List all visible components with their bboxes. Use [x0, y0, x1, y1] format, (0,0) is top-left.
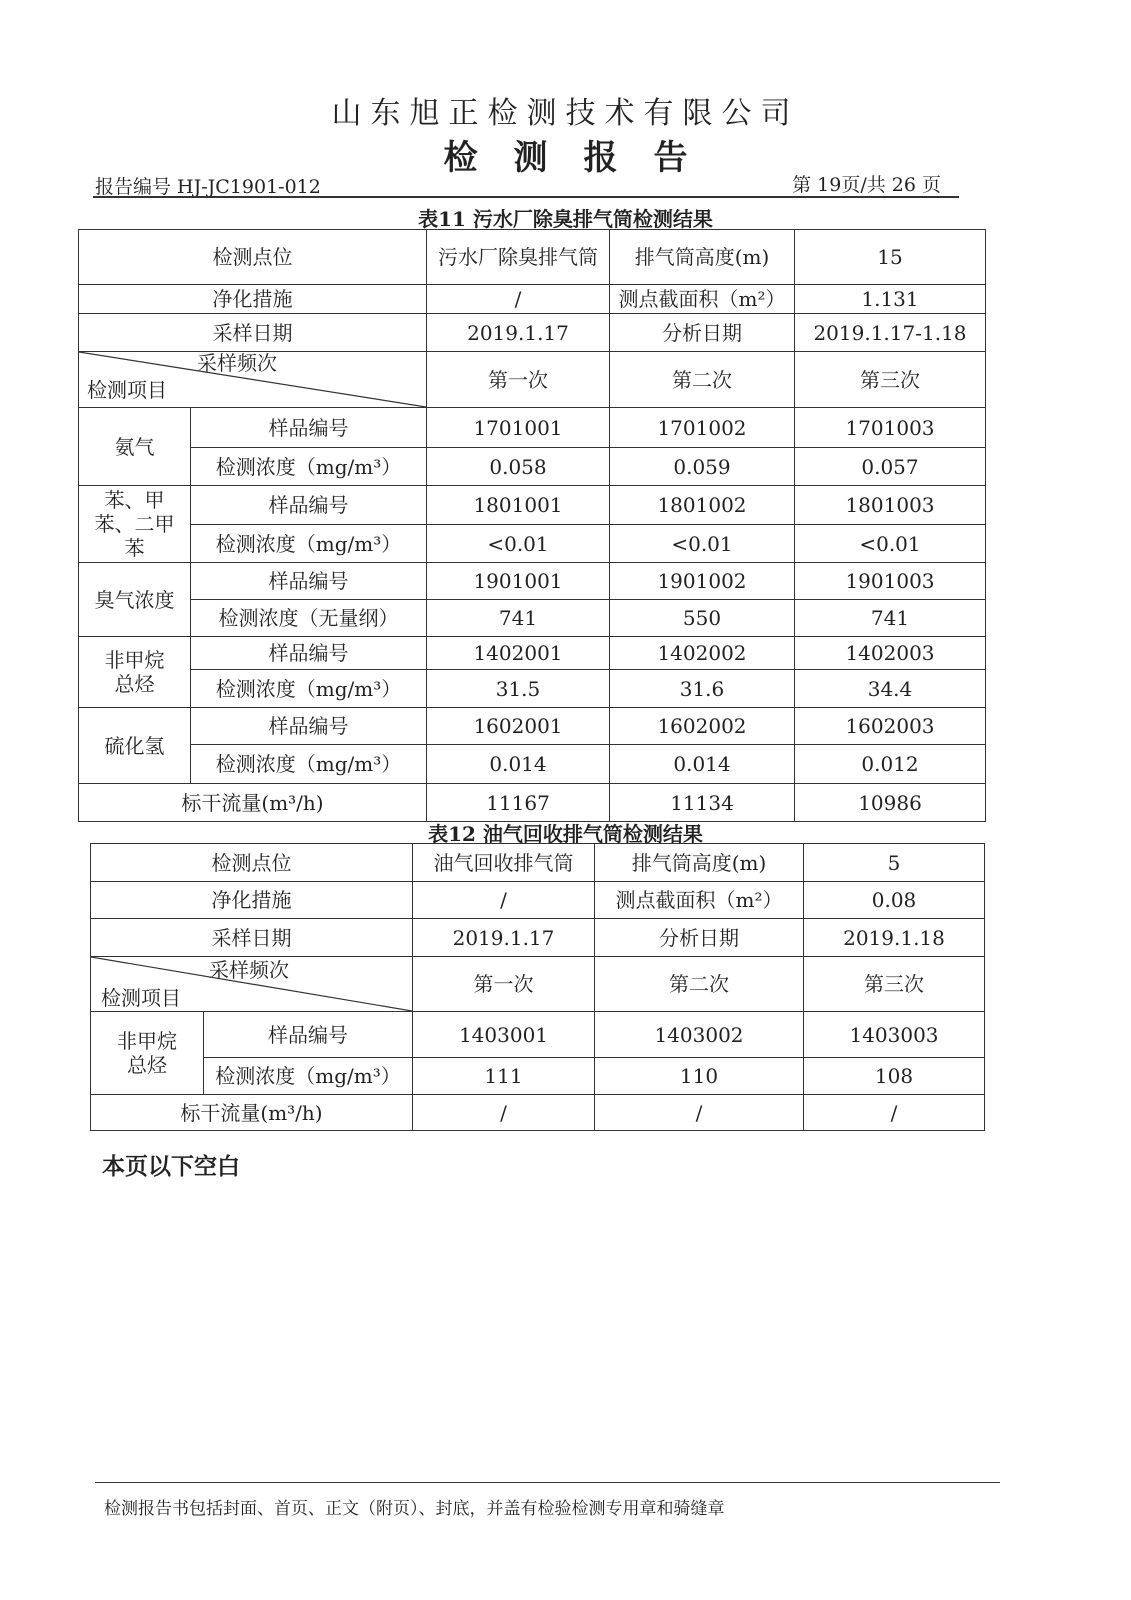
header-rule	[93, 196, 959, 198]
sample-date-value: 2019.1.17	[413, 919, 595, 957]
point-label: 检测点位	[79, 230, 427, 285]
cell: 1403003	[804, 1012, 985, 1058]
flow-value: /	[804, 1095, 985, 1131]
table12-caption: 表12 油气回收排气筒检测结果	[428, 822, 703, 846]
flow-label: 标干流量(m³/h)	[79, 784, 427, 822]
cell: 1402001	[427, 637, 610, 670]
cell: 110	[595, 1058, 804, 1095]
run-1: 第一次	[413, 957, 595, 1012]
row-label: 样品编号	[204, 1012, 413, 1058]
row-label: 样品编号	[191, 408, 427, 448]
cell: 550	[610, 600, 795, 637]
cell: <0.01	[610, 525, 795, 563]
row-label: 样品编号	[191, 563, 427, 600]
cell: 0.058	[427, 448, 610, 486]
cell: 1403002	[595, 1012, 804, 1058]
diagonal-header	[91, 957, 413, 1012]
area-value: 0.08	[804, 882, 985, 919]
cell: 0.014	[610, 745, 795, 784]
freq-label: 采样频次	[197, 351, 277, 375]
point-value: 污水厂除臭排气筒	[427, 230, 610, 285]
cell: 0.057	[795, 448, 986, 486]
cell: 1801002	[610, 486, 795, 525]
table12	[90, 843, 985, 1131]
report-number: 报告编号 HJ-JC1901-012	[95, 176, 321, 198]
cell: 108	[804, 1058, 985, 1095]
height-value: 15	[795, 230, 986, 285]
cell: 741	[795, 600, 986, 637]
analysis-date-label: 分析日期	[610, 314, 795, 352]
flow-value: 10986	[795, 784, 986, 822]
run-3: 第三次	[795, 352, 986, 408]
group-name: 氨气	[79, 408, 191, 486]
flow-label: 标干流量(m³/h)	[91, 1095, 413, 1131]
cell: 1602002	[610, 708, 795, 745]
purify-value: /	[427, 285, 610, 314]
cell: 111	[413, 1058, 595, 1095]
group-name: 苯、甲苯、二甲苯	[79, 486, 191, 563]
cell: 1901001	[427, 563, 610, 600]
height-label: 排气筒高度(m)	[595, 844, 804, 882]
flow-value: 11134	[610, 784, 795, 822]
purify-value: /	[413, 882, 595, 919]
area-value: 1.131	[795, 285, 986, 314]
group-name: 非甲烷总烃	[79, 637, 191, 708]
item-label: 检测项目	[87, 378, 167, 402]
cell: <0.01	[795, 525, 986, 563]
cell: 1701002	[610, 408, 795, 448]
cell: 1701001	[427, 408, 610, 448]
height-label: 排气筒高度(m)	[610, 230, 795, 285]
area-label: 测点截面积（m²）	[595, 882, 804, 919]
cell: 0.059	[610, 448, 795, 486]
row-label: 检测浓度（mg/m³）	[191, 448, 427, 486]
area-label: 测点截面积（m²）	[610, 285, 795, 314]
cell: 1701003	[795, 408, 986, 448]
table11-caption: 表11 污水厂除臭排气筒检测结果	[418, 207, 713, 231]
row-label: 样品编号	[191, 708, 427, 745]
group-name: 硫化氢	[79, 708, 191, 784]
analysis-date-label: 分析日期	[595, 919, 804, 957]
flow-value: /	[595, 1095, 804, 1131]
blank-note: 本页以下空白	[102, 1153, 240, 1180]
company-name: 山东旭正检测技术有限公司	[331, 96, 800, 131]
row-label: 检测浓度（mg/m³）	[191, 525, 427, 563]
analysis-date-value: 2019.1.18	[804, 919, 985, 957]
footer-rule	[95, 1482, 1000, 1483]
purify-label: 净化措施	[91, 882, 413, 919]
run-3: 第三次	[804, 957, 985, 1012]
row-label: 检测浓度（mg/m³）	[204, 1058, 413, 1095]
cell: 1801001	[427, 486, 610, 525]
cell: 31.5	[427, 670, 610, 708]
cell: 1801003	[795, 486, 986, 525]
point-value: 油气回收排气筒	[413, 844, 595, 882]
footer-note: 检测报告书包括封面、首页、正文（附页）、封底，并盖有检验检测专用章和骑缝章	[104, 1499, 725, 1519]
cell: 1402003	[795, 637, 986, 670]
purify-label: 净化措施	[79, 285, 427, 314]
flow-value: 11167	[427, 784, 610, 822]
row-label: 检测浓度（mg/m³）	[191, 670, 427, 708]
cell: 34.4	[795, 670, 986, 708]
row-label: 检测浓度（mg/m³）	[191, 745, 427, 784]
cell: 1602003	[795, 708, 986, 745]
cell: 1901003	[795, 563, 986, 600]
cell: 1901002	[610, 563, 795, 600]
group-name: 非甲烷总烃	[91, 1012, 204, 1095]
height-value: 5	[804, 844, 985, 882]
page-number: 第 19页/共 26 页	[792, 174, 941, 196]
cell: 1602001	[427, 708, 610, 745]
row-label: 检测浓度（无量纲）	[191, 600, 427, 637]
report-title: 检测报告	[443, 138, 724, 178]
cell: 0.014	[427, 745, 610, 784]
cell: <0.01	[427, 525, 610, 563]
cell: 741	[427, 600, 610, 637]
diagonal-header	[79, 352, 427, 408]
flow-value: /	[413, 1095, 595, 1131]
point-label: 检测点位	[91, 844, 413, 882]
freq-label: 采样频次	[209, 958, 289, 982]
sample-date-value: 2019.1.17	[427, 314, 610, 352]
sample-date-label: 采样日期	[79, 314, 427, 352]
sample-date-label: 采样日期	[91, 919, 413, 957]
cell: 1402002	[610, 637, 795, 670]
table11	[78, 229, 986, 822]
cell: 1403001	[413, 1012, 595, 1058]
run-2: 第二次	[610, 352, 795, 408]
row-label: 样品编号	[191, 486, 427, 525]
item-label: 检测项目	[101, 986, 181, 1010]
run-2: 第二次	[595, 957, 804, 1012]
row-label: 样品编号	[191, 637, 427, 670]
run-1: 第一次	[427, 352, 610, 408]
cell: 31.6	[610, 670, 795, 708]
analysis-date-value: 2019.1.17-1.18	[795, 314, 986, 352]
cell: 0.012	[795, 745, 986, 784]
group-name: 臭气浓度	[79, 563, 191, 637]
